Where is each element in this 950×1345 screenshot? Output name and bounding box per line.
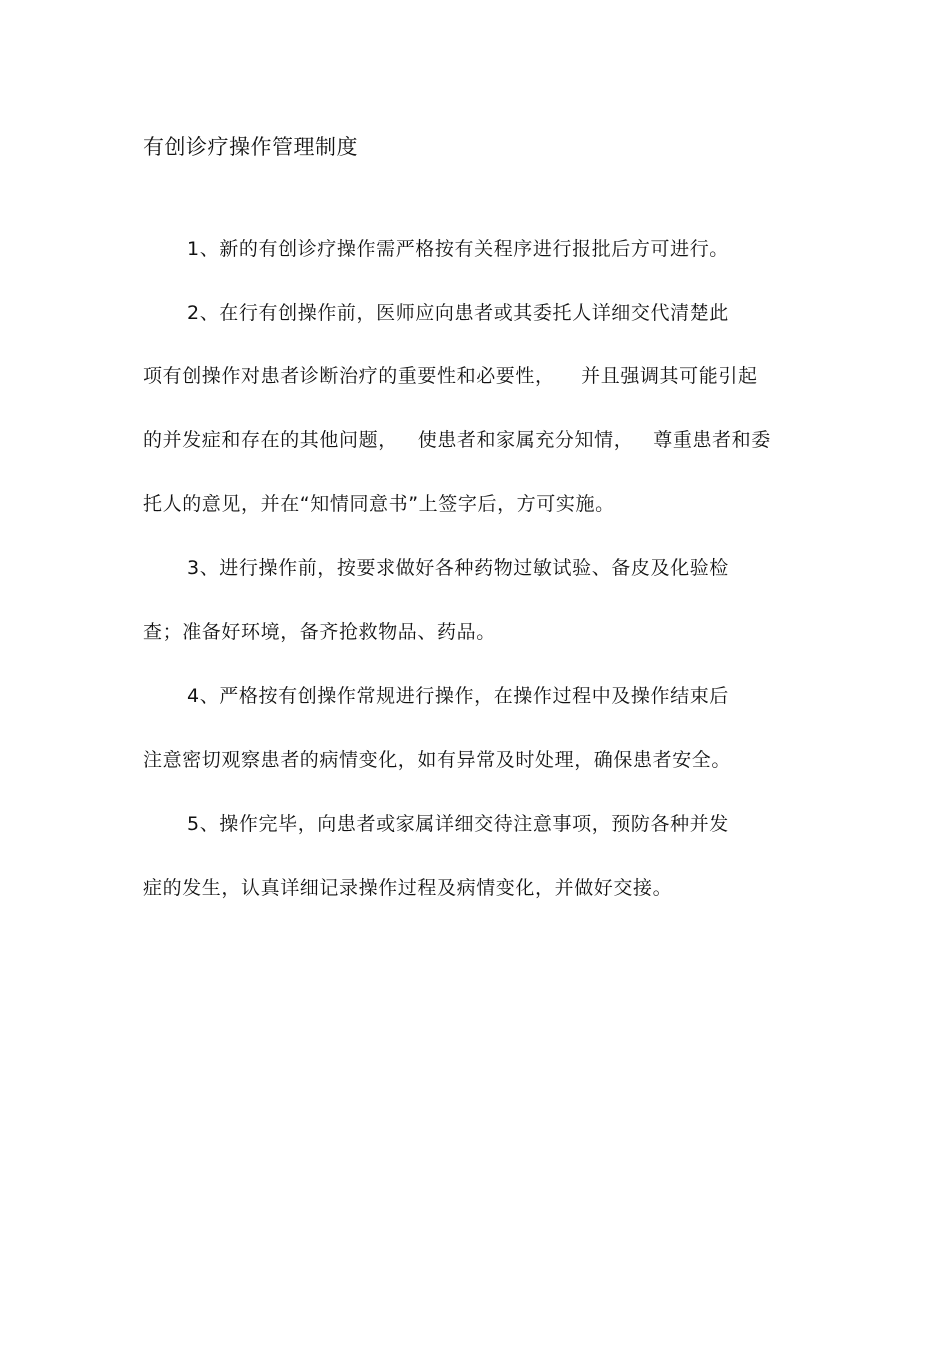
rule-1-line-1: 1、新的有创诊疗操作需严格按有关程序进行报批后方可进行。 (187, 238, 729, 260)
rule-2-line-1: 2、在行有创操作前，医师应向患者或其委托人详细交代清楚此 (187, 302, 729, 324)
rule-5-line-1: 5、操作完毕，向患者或家属详细交待注意事项，预防各种并发 (187, 813, 729, 835)
rule-2-line-2: 项有创操作对患者诊断治疗的重要性和必要性， 并且强调其可能引起 (143, 365, 758, 387)
rule-5-line-2: 症的发生，认真详细记录操作过程及病情变化，并做好交接。 (143, 877, 673, 899)
rule-4-line-1: 4、严格按有创操作常规进行操作，在操作过程中及操作结束后 (187, 685, 729, 707)
rule-3-line-2: 查；准备好环境，备齐抢救物品、药品。 (143, 621, 496, 643)
rule-2-line-4: 托人的意见，并在“知情同意书”上签字后，方可实施。 (143, 493, 615, 515)
document-title: 有创诊疗操作管理制度 (143, 135, 358, 159)
rule-2-line-3: 的并发症和存在的其他问题， 使患者和家属充分知情， 尊重患者和委 (143, 429, 771, 451)
rule-3-line-1: 3、进行操作前，按要求做好各种药物过敏试验、备皮及化验检 (187, 557, 729, 579)
rule-4-line-2: 注意密切观察患者的病情变化，如有异常及时处理，确保患者安全。 (143, 749, 732, 771)
